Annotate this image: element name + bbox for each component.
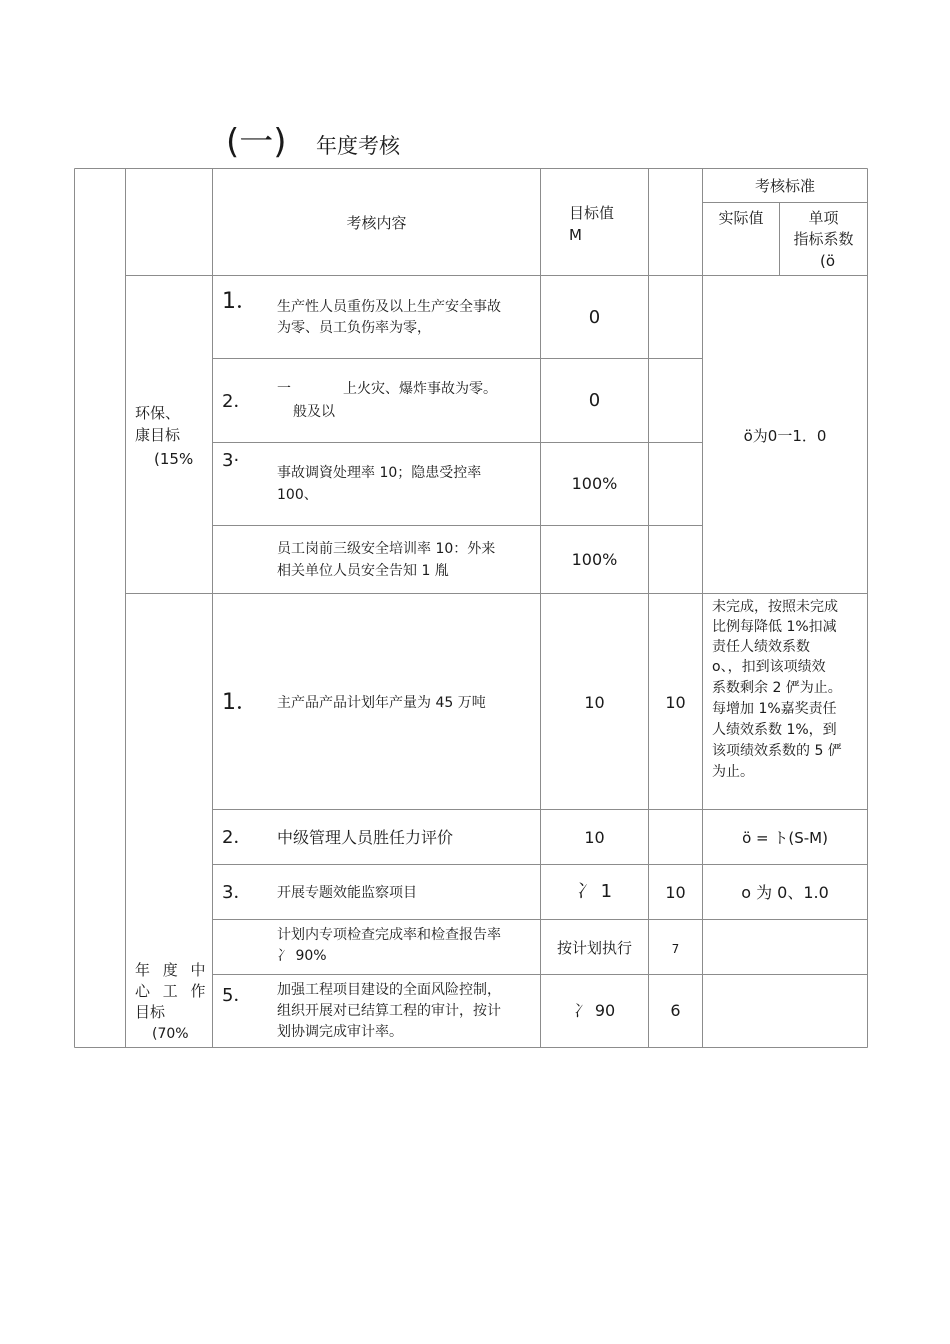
center-row5-actual: 6 <box>670 1001 681 1020</box>
header-coef-line2: 指标系数 <box>793 230 854 248</box>
center-row5-num: 5． <box>222 985 252 1006</box>
safety-row1-content-line1: 生产性人员重伤及以上生产安全事故 <box>277 299 501 315</box>
safety-row2-num: 2． <box>222 391 252 412</box>
safety-row2-content-c: 般及以 <box>293 404 335 420</box>
safety-row4-target: 100% <box>571 550 618 569</box>
center-row1-standard-line8: 该项绩效系数的 5 俨 <box>712 743 842 759</box>
safety-row1-target: 0 <box>588 307 601 328</box>
center-row5-target: 冫 90 <box>573 1001 616 1020</box>
center-row5-content-line3: 划协调完成审计率。 <box>277 1024 403 1040</box>
center-row2-standard: ö = ト(S-M) <box>742 829 828 847</box>
center-row1-standard-line5: 系数剩余 2 俨为止。 <box>712 680 842 696</box>
safety-row3-target: 100% <box>571 474 618 493</box>
center-row4-actual: 7 <box>671 942 680 956</box>
center-row2-num: 2． <box>222 827 252 848</box>
safety-row1-content-line2: 为零、员工负伤率为零， <box>277 320 431 336</box>
center-row5-content-line1: 加强工程项目建设的全面风险控制， <box>277 982 501 998</box>
safety-label-line1: 环保、 <box>135 404 181 422</box>
center-row3-standard: o 为 0、1.0 <box>741 883 829 902</box>
center-row1-target: 10 <box>584 693 605 712</box>
safety-standard: ö为0一1．0 <box>743 427 827 445</box>
center-row1-standard-line2: 比例每降低 1%扣减 <box>712 619 837 635</box>
header-content: 考核内容 <box>346 214 407 232</box>
center-row1-content: 主产品产品计划年产量为 45 万吨 <box>277 695 486 711</box>
safety-row1-num: 1． <box>222 289 258 314</box>
center-row1-num: 1． <box>222 690 258 715</box>
safety-row2-content-b: 上火灾、爆炸事故为零。 <box>343 381 497 397</box>
section-title: 年度考核 <box>316 134 400 158</box>
header-target-label: 目标值 <box>569 204 615 222</box>
center-label-line1: 年 度 中 <box>135 961 210 979</box>
center-row3-content: 开展专题效能监察项目 <box>277 885 417 901</box>
header-target-symbol: M <box>569 226 582 244</box>
center-row3-num: 3． <box>222 882 252 903</box>
center-row1-standard-line4: o、，扣到该项绩效 <box>712 659 826 675</box>
center-row4-content-line1: 计划内专项检查完成率和检查报告率 <box>277 927 501 943</box>
safety-row2-target: 0 <box>588 390 601 411</box>
center-row5-content-line2: 组织开展对已结算工程的审计，按计 <box>277 1003 501 1019</box>
section-number: (一) <box>226 122 287 162</box>
center-row1-standard-line7: 人绩效系数 1%，到 <box>712 722 837 738</box>
center-row3-target: 冫 1 <box>576 881 613 902</box>
center-row3-actual: 10 <box>665 883 686 902</box>
center-row1-standard-line6: 每增加 1%嘉奖责任 <box>712 701 837 717</box>
safety-row3-content-line1: 事故调資处理率 10；隐患受控率 <box>277 465 482 481</box>
center-label-line3: 目标 <box>135 1003 166 1021</box>
header-coef-line3: (ö <box>820 252 836 270</box>
safety-label-line3: (15% <box>154 450 194 468</box>
center-row4-target: 按计划执行 <box>556 939 632 957</box>
header-coef-line1: 单项 <box>808 209 839 227</box>
safety-row4-content-line2: 相关单位人员安全告知 1 胤 <box>277 563 449 579</box>
safety-row2-content-a: 一 <box>277 381 291 397</box>
center-row2-content: 中级管理人员胜任力评价 <box>277 828 454 847</box>
center-row1-actual: 10 <box>665 693 686 712</box>
center-row1-standard-line1: 未完成，按照未完成 <box>712 599 838 615</box>
center-row1-standard-line9: 为止。 <box>712 764 754 780</box>
header-standard: 考核标准 <box>754 177 815 195</box>
center-label-line2: 心 工 作 <box>135 982 210 1000</box>
safety-row3-num: 3· <box>222 450 240 471</box>
safety-row4-content-line1: 员工岗前三级安全培训率 10：外来 <box>277 541 496 557</box>
header-actual: 实际值 <box>718 209 764 227</box>
center-row1-standard-line3: 责任人绩效系数 <box>712 639 810 655</box>
safety-row3-content-line2: 100、 <box>277 487 318 503</box>
center-row2-target: 10 <box>584 828 605 847</box>
center-label-line4: (70% <box>152 1026 189 1042</box>
center-row4-content-line2: 冫 90% <box>277 948 327 964</box>
safety-label-line2: 康目标 <box>135 426 181 444</box>
